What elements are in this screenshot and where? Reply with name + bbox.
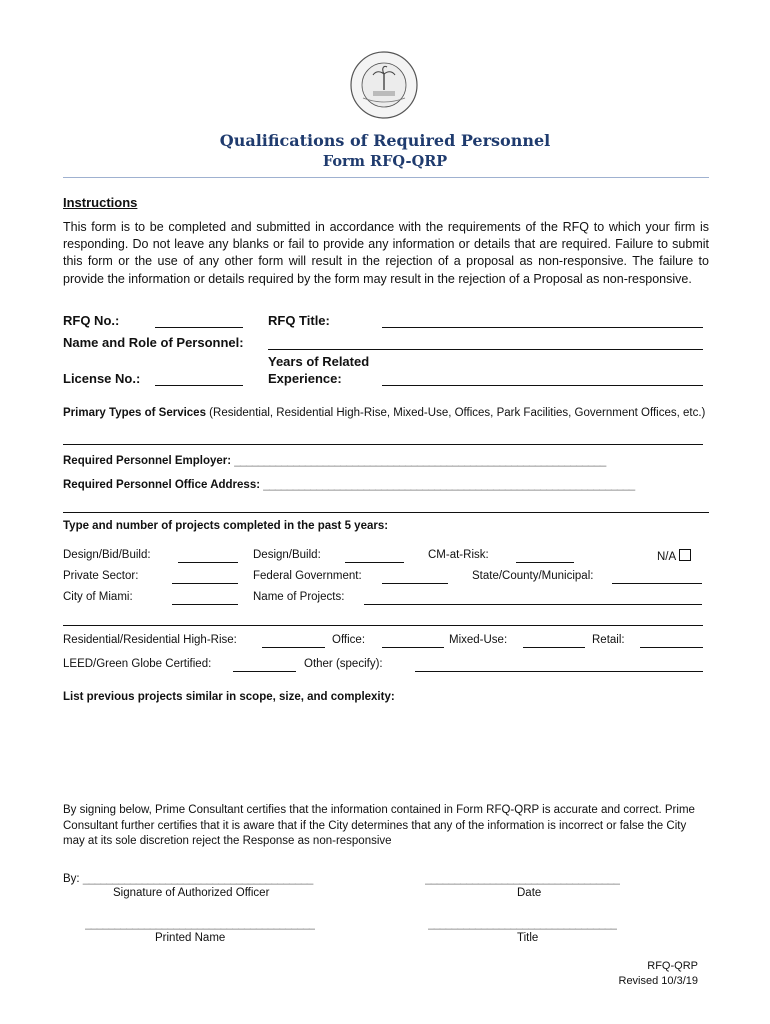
city-of-miami-field[interactable] (172, 604, 238, 605)
leed-field[interactable] (233, 671, 296, 672)
employer-field[interactable]: _______________________________________________________________ (234, 455, 606, 467)
design-bid-build-label: Design/Bid/Build: (63, 549, 151, 561)
by-label: By: (63, 873, 80, 885)
instructions-heading: Instructions (63, 195, 138, 210)
by-row (63, 873, 313, 885)
office-field[interactable] (382, 647, 444, 648)
design-build-field[interactable] (345, 562, 404, 563)
na-checkbox[interactable] (679, 549, 691, 561)
rfq-title-field[interactable] (382, 327, 703, 328)
residential-label: Residential/Residential High-Rise: (63, 634, 237, 646)
office-address-label: Required Personnel Office Address: (63, 479, 261, 491)
instructions-body: This form is to be completed and submitted in accordance with the requirements of the RFQ to which your firm is responding. Do not leave any blanks or fail to provide any information or details that are required. Failure to submit this form or the use of any other form will result in the rejection of a proposal as non-responsive. The failure to provide the information or details required by the form may result in the rejection of a Proposal as non-responsive. (63, 220, 709, 286)
years-experience-label-line2: Experience: (268, 371, 342, 386)
name-role-label: Name and Role of Personnel: (63, 335, 244, 350)
signature-field[interactable]: _______________________________________ (82, 873, 313, 885)
employer-row (63, 455, 709, 467)
leed-label: LEED/Green Globe Certified: (63, 658, 212, 670)
printed-name-field[interactable]: _______________________________________ (85, 918, 315, 930)
cm-at-risk-field[interactable] (516, 562, 574, 563)
date-label: Date (517, 887, 542, 899)
federal-government-field[interactable] (382, 583, 448, 584)
design-bid-build-field[interactable] (178, 562, 238, 563)
office-address-field[interactable]: _______________________________________________________________ (263, 479, 635, 491)
title-field[interactable]: ________________________________ (428, 918, 617, 930)
services-field[interactable] (63, 444, 703, 445)
name-of-projects-line2[interactable] (63, 625, 703, 626)
state-county-label: State/County/Municipal: (472, 570, 594, 582)
other-specify-field[interactable] (415, 671, 703, 672)
office-address-line2[interactable] (63, 512, 709, 513)
license-no-label: License No.: (63, 371, 141, 386)
office-address-row (63, 479, 709, 491)
residential-field[interactable] (262, 647, 325, 648)
retail-label: Retail: (592, 634, 625, 646)
name-of-projects-label: Name of Projects: (253, 591, 345, 603)
city-of-miami-label: City of Miami: (63, 591, 133, 603)
title-label: Title (517, 932, 539, 944)
na-label: N/A (657, 551, 677, 563)
certification-text: By signing below, Prime Consultant certifies that the information contained in Form RFQ-QRP is accurate and correct. Prime Consultant further certifies that it is aware that if the City determines that any of the information is incorrect or false the City may at its sole discretion reject the Response as non-responsive (63, 804, 695, 847)
retail-field[interactable] (640, 647, 703, 648)
city-of-miami-seal (349, 50, 419, 120)
services-examples: (Residential, Residential High-Rise, Mixed-Use, Offices, Park Facilities, Government Offices, etc.) (205, 407, 706, 419)
employer-label: Required Personnel Employer: (63, 455, 232, 467)
name-role-field[interactable] (268, 349, 703, 350)
name-of-projects-field[interactable] (364, 604, 702, 605)
title-divider (63, 177, 709, 178)
previous-projects-area[interactable] (63, 710, 709, 798)
projects-heading: Type and number of projects completed in the past 5 years: (63, 520, 389, 532)
rfq-no-field[interactable] (155, 327, 243, 328)
services-label (63, 406, 709, 421)
services-label-bold: Primary Types of Services (63, 407, 206, 419)
rfq-no-label: RFQ No.: (63, 313, 120, 328)
design-build-label: Design/Build: (253, 549, 321, 561)
federal-government-label: Federal Government: (253, 570, 362, 582)
mixed-use-field[interactable] (523, 647, 585, 648)
printed-name-label: Printed Name (155, 932, 226, 944)
list-previous-projects-label: List previous projects similar in scope, size, and complexity: (63, 691, 395, 703)
years-experience-label-line1: Years of Related (268, 354, 370, 369)
private-sector-field[interactable] (172, 583, 238, 584)
license-no-field[interactable] (155, 385, 243, 386)
mixed-use-label: Mixed-Use: (449, 634, 508, 646)
rfq-title-label: RFQ Title: (268, 313, 330, 328)
form-title: Qualifications of Required Personnel (219, 131, 551, 150)
form-subtitle: Form RFQ-QRP (322, 153, 448, 170)
other-specify-label: Other (specify): (304, 658, 383, 670)
cm-at-risk-label: CM-at-Risk: (428, 549, 489, 561)
na-option[interactable] (657, 549, 691, 563)
state-county-field[interactable] (612, 583, 702, 584)
private-sector-label: Private Sector: (63, 570, 139, 582)
signature-label: Signature of Authorized Officer (113, 887, 270, 899)
office-label: Office: (332, 634, 366, 646)
years-experience-field[interactable] (382, 385, 703, 386)
date-field[interactable]: _________________________________ (425, 873, 620, 885)
footer-form-id: RFQ-QRP (647, 960, 698, 972)
footer-revised: Revised 10/3/19 (618, 975, 698, 987)
